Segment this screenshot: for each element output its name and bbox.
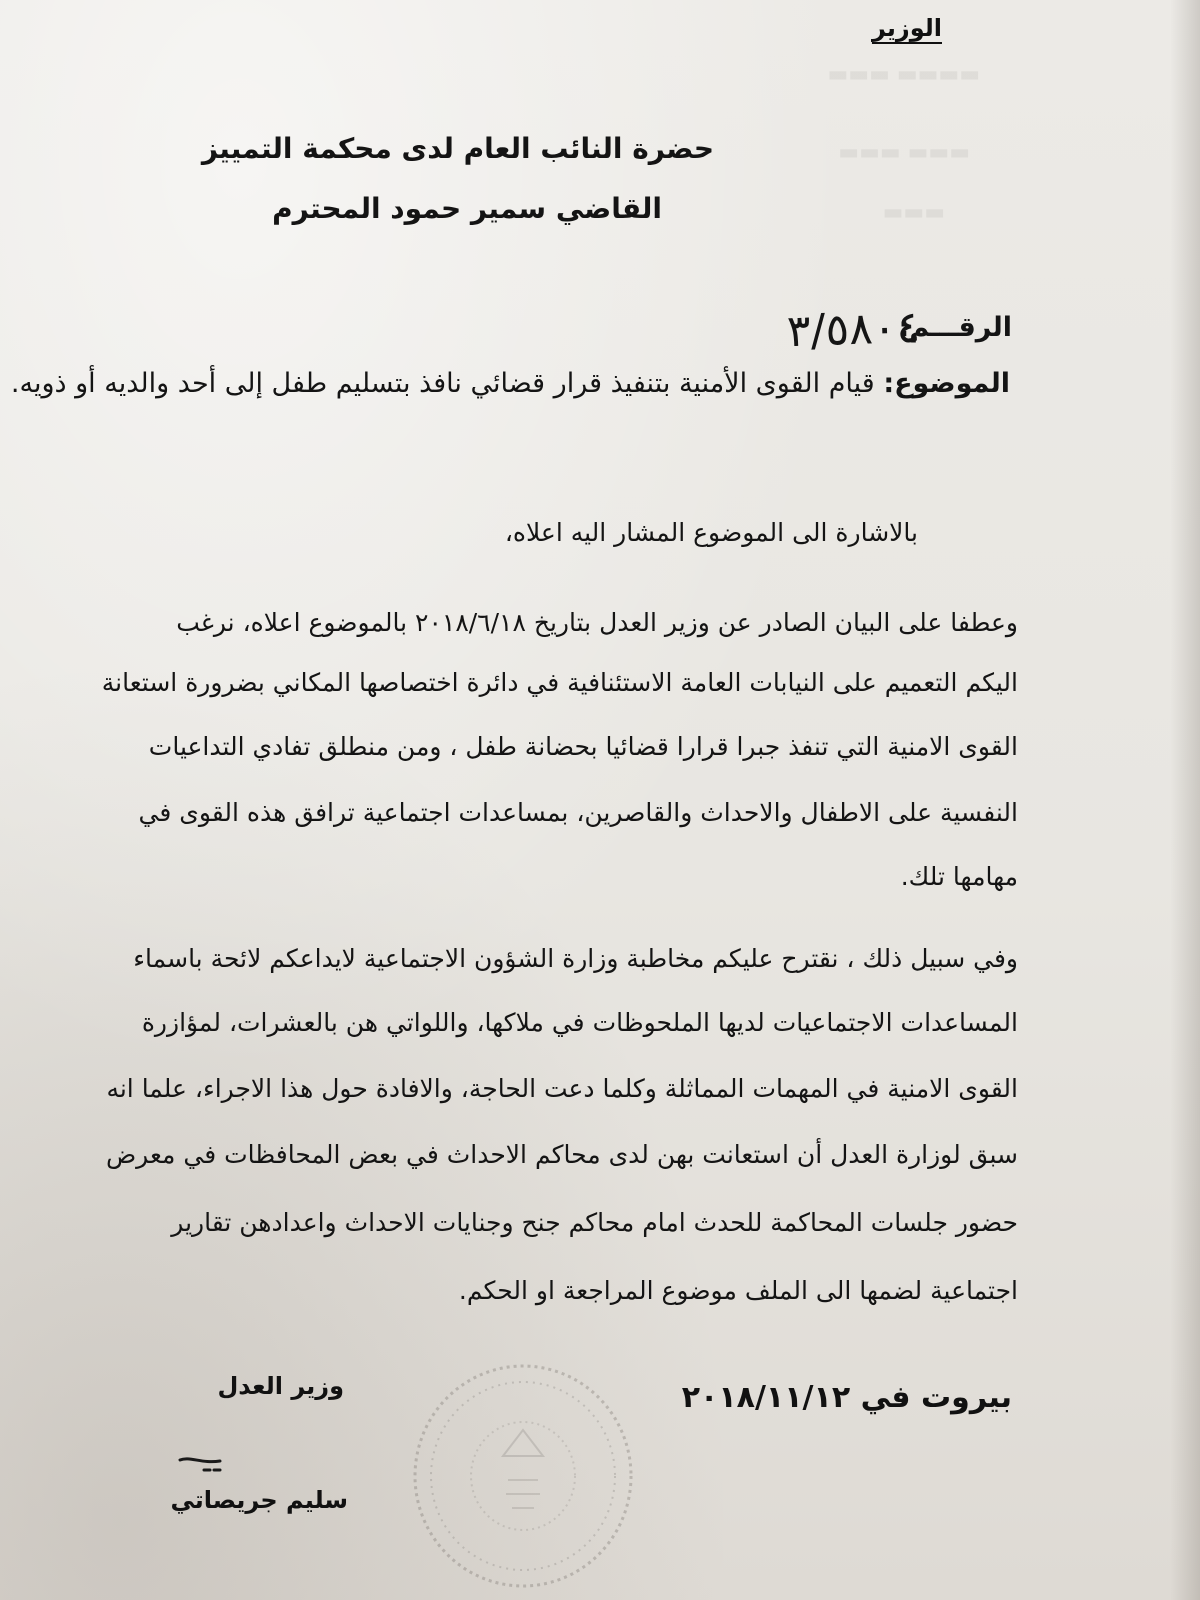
place-and-date: بيروت في ٢٠١٨/١١/١٢ — [681, 1380, 1012, 1415]
paragraph2-line-4: سبق لوزارة العدل أن استعانت بهن لدى محاكم الاحداث في بعض المحافظات في معرض — [105, 1140, 1018, 1169]
paragraph2-line-1: وفي سبيل ذلك ، نقترح عليكم مخاطبة وزارة الشؤون الاجتماعية لايداعكم لائحة باسماء — [133, 944, 1018, 973]
paragraph1-line-1: وعطفا على البيان الصادر عن وزير العدل بتاريخ ٢٠١٨/٦/١٨ بالموضوع اعلاه، نرغب — [176, 608, 1018, 637]
paragraph2-line-5: حضور جلسات المحاكمة للحدث امام محاكم جنح وجنايات الاحداث واعدادهن تقارير — [171, 1208, 1018, 1237]
bleed-through-text: ▬▬▬▬ ▬▬▬ — [827, 62, 980, 87]
reference-label: الرقـــم: — [898, 312, 1012, 343]
paragraph1-line-4: النفسية على الاطفال والاحداث والقاصرين، بمساعدات اجتماعية ترافق هذه القوى في — [138, 798, 1018, 827]
signatory-title: وزير العدل — [217, 1372, 344, 1400]
subject-label: الموضوع: — [883, 368, 1010, 399]
signatory-name: سليم جريصاتي — [170, 1486, 348, 1514]
intro-line: بالاشارة الى الموضوع المشار اليه اعلاه، — [504, 518, 918, 547]
subject-line — [11, 368, 1010, 399]
paragraph2-line-6: اجتماعية لضمها الى الملف موضوع المراجعة او الحكم. — [458, 1276, 1018, 1305]
paragraph1-line-2: اليكم التعميم على النيابات العامة الاستئنافية في دائرة اختصاصها المكاني بضرورة استعانة — [101, 668, 1018, 697]
paragraph2-line-2: المساعدات الاجتماعيات لديها الملحوظات في ملاكها، واللواتي هن بالعشرات، لمؤازرة — [141, 1008, 1018, 1037]
bleed-through-text: ▬▬▬ ▬▬▬ — [838, 140, 970, 165]
reference-number-handwritten: ٣/٥٨٠٤ — [786, 301, 921, 358]
addressee-line-1: حضرة النائب العام لدى محكمة التمييز — [201, 132, 714, 165]
bleed-through-text: ▬▬▬ — [882, 200, 945, 225]
paragraph2-line-3: القوى الامنية في المهمات المماثلة وكلما دعت الحاجة، والافادة حول هذا الاجراء، علما انه — [106, 1074, 1018, 1103]
addressee-line-2: القاضي سمير حمود المحترم — [272, 192, 662, 225]
letterhead-title: الوزير — [871, 14, 942, 42]
subject-text: قيام القوى الأمنية بتنفيذ قرار قضائي نافذ بتسليم طفل إلى أحد والديه أو ذويه. — [10, 368, 875, 399]
paragraph1-line-5: مهامها تلك. — [900, 862, 1018, 891]
official-stamp-icon — [408, 1360, 638, 1592]
page-shadow — [1170, 0, 1200, 1600]
signature-mark-icon — [176, 1452, 236, 1476]
paragraph1-line-3: القوى الامنية التي تنفذ جبرا قرارا قضائيا بحضانة طفل ، ومن منطلق تفادي التداعيات — [148, 732, 1018, 761]
